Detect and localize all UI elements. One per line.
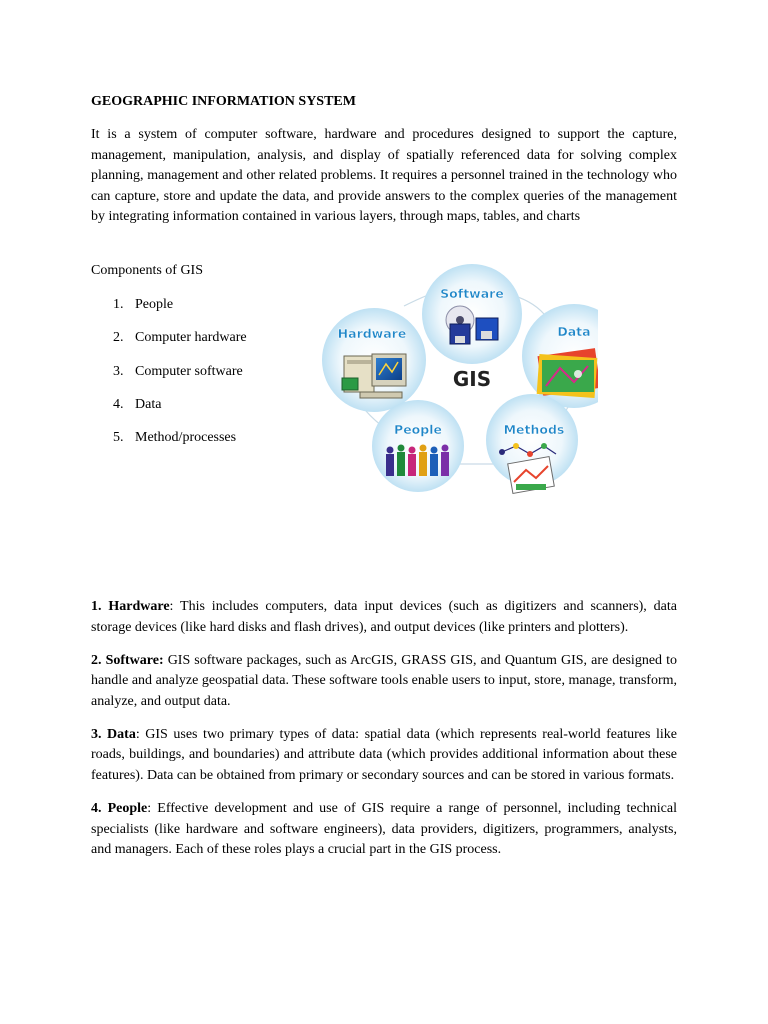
detail-text: This includes computers, data input devices (such as digitizers and scanners), data storage devices (like hard disks and flash drives), and output devices (like printers and plotters).: [91, 599, 677, 635]
list-number: 5.: [113, 430, 124, 446]
list-item: [91, 296, 247, 329]
list-number: 3.: [113, 363, 124, 379]
detail-term: 2. Software:: [91, 652, 164, 668]
components-list: [91, 296, 247, 462]
detail-separator: :: [147, 800, 152, 816]
document-title: GEOGRAPHIC INFORMATION SYSTEM: [91, 94, 356, 109]
methods-label: Methods: [503, 422, 565, 437]
detail-paragraph-data: [91, 725, 677, 787]
list-label: Data: [135, 396, 162, 412]
intro-paragraph: It is a system of computer software, hardware and procedures designed to support the capture, management, manipulation, analysis, and display of spatially referenced data for solving complex planning, management and other related problems. It requires a personnel trained in the technology who can capture, store and update the data, and provide answers to the complex queries of the management by integrating information contained in various layers, through maps, tables, and charts: [91, 127, 677, 225]
list-number: 2.: [113, 330, 124, 346]
software-label: Software: [440, 286, 504, 301]
list-item: [91, 363, 247, 396]
software-node: [422, 264, 522, 364]
map-stack-icon: [537, 348, 598, 398]
detail-paragraph-people: [91, 799, 677, 861]
list-label: Method/processes: [135, 430, 237, 446]
hardware-label: Hardware: [337, 326, 407, 341]
list-item: [91, 396, 247, 429]
detail-separator: :: [169, 599, 174, 614]
data-node: [522, 304, 598, 408]
list-item: [91, 329, 247, 362]
detail-separator: :: [135, 726, 140, 742]
detail-text: GIS software packages, such as ArcGIS, GRASS GIS, and Quantum GIS, are designed to handle and analyze geospatial data. These software tools enable users to input, store, manage, transform, analyze, and output data.: [91, 652, 677, 709]
detail-paragraph-software: [91, 651, 677, 713]
detail-term: 3. Data: [91, 726, 136, 742]
detail-text: GIS uses two primary types of data: spatial data (which represents real-world features like roads, buildings, and boundaries) and attribute data (which provides additional information about these features). Data can be obtained from primary or secondary sources and can be stored in various formats.: [91, 726, 677, 783]
data-label: Data: [557, 324, 591, 339]
list-number: 4.: [113, 396, 124, 412]
list-label: Computer hardware: [135, 330, 247, 346]
list-number: 1.: [113, 297, 124, 312]
components-heading: Components of GIS: [91, 263, 203, 278]
people-label: People: [394, 422, 442, 437]
detail-term: 4. People: [91, 800, 148, 816]
list-label: People: [135, 297, 174, 312]
methods-node: [486, 394, 578, 493]
hardware-node: [322, 308, 426, 412]
components-details: [91, 597, 677, 873]
people-node: [372, 400, 464, 492]
detail-paragraph-hardware: [91, 597, 677, 638]
list-item: [91, 429, 247, 462]
detail-text: Effective development and use of GIS require a range of personnel, including technical specialists (like hardware and software engineers), data providers, digitizers, programmers, analysts, and managers. Each of these roles plays a crucial part in the GIS process.: [91, 800, 678, 858]
detail-term: 1. Hardware: [91, 599, 170, 614]
gis-center-label: GIS: [452, 367, 492, 391]
list-label: Computer software: [135, 363, 243, 379]
gis-components-diagram: [316, 256, 598, 502]
